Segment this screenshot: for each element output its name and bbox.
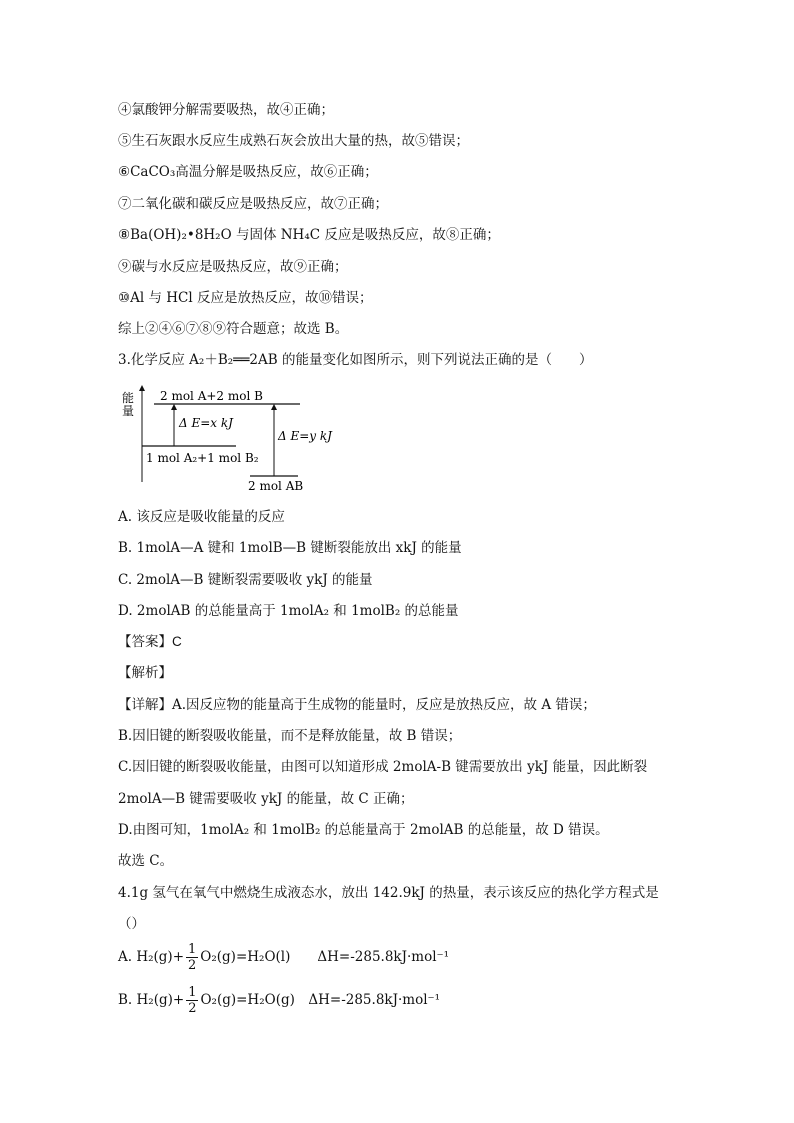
q4-b-lead: B. H₂(g)+ <box>118 992 185 1008</box>
fraction-numerator: 1 <box>188 942 197 957</box>
q4-b-tail: O₂(g)=H₂O(g) ΔH=-285.8kJ·mol⁻¹ <box>200 992 441 1008</box>
level-mid-label: 1 mol A₂+1 mol B₂ <box>146 451 259 465</box>
answer-line: 【答案】C <box>118 634 182 649</box>
fraction-half <box>186 985 198 1016</box>
line-6: ⑨碳与水反应是吸热反应，故⑨正确； <box>118 259 348 275</box>
option-d: D. 2molAB 的总能量高于 1molA₂ 和 1molB₂ 的总能量 <box>118 603 459 619</box>
fraction-denominator: 2 <box>188 958 197 973</box>
question-4-paren: （） <box>118 916 145 932</box>
detail-c-2: 2molA—B 键需要吸收 ykJ 的能量，故 C 正确； <box>118 791 414 807</box>
level-bottom-label: 2 mol AB <box>248 479 304 493</box>
detail-b: B.因旧键的断裂吸收能量，而不是释放能量，故 B 错误； <box>118 728 462 744</box>
q4-option-b <box>118 985 440 1016</box>
option-b: B. 1molA—A 键和 1molB—B 键断裂能放出 xkJ 的能量 <box>118 540 462 556</box>
detail-d: D.由图可知，1molA₂ 和 1molB₂ 的总能量高于 2molAB 的总能量，故 D 错误。 <box>118 822 609 838</box>
detail-a: 【详解】A.因反应物的能量高于生成物的能量时，反应是放热反应，故 A 错误； <box>118 697 596 713</box>
line-7: ⑩Al 与 HCl 反应是放热反应，故⑩错误； <box>118 290 373 306</box>
delta-y-label: Δ E=y kJ <box>278 429 332 443</box>
analysis-heading: 【解析】 <box>118 665 172 680</box>
option-c: C. 2molA—B 键断裂需要吸收 ykJ 的能量 <box>118 572 373 588</box>
q4-option-a <box>118 942 449 973</box>
line-1: ④氯酸钾分解需要吸热，故④正确； <box>118 102 334 118</box>
fraction-denominator: 2 <box>188 1001 197 1016</box>
question-4: 4.1g 氢气在氧气中燃烧生成液态水，放出 142.9kJ 的热量，表示该反应的热化学方程式是 <box>118 885 659 901</box>
option-a: A. 该反应是吸收能量的反应 <box>118 509 285 525</box>
line-2: ⑤生石灰跟水反应生成熟石灰会放出大量的热，故⑤错误； <box>118 133 469 149</box>
fraction-half <box>186 942 198 973</box>
question-3: 3.化学反应 A₂＋B₂══2AB 的能量变化如图所示，则下列说法正确的是（ ） <box>118 352 593 368</box>
q4-a-lead: A. H₂(g)+ <box>118 949 185 965</box>
energy-diagram <box>118 382 332 494</box>
conclusion: 故选 C。 <box>118 853 174 869</box>
fraction-numerator: 1 <box>188 985 197 1000</box>
delta-x-label: Δ E=x kJ <box>179 416 233 430</box>
line-4: ⑦二氧化碳和碳反应是吸热反应，故⑦正确； <box>118 196 388 212</box>
line-3: ⑥CaCO₃高温分解是吸热反应，故⑥正确； <box>118 164 378 180</box>
energy-axis-label-1: 能 <box>122 391 135 405</box>
detail-c-1: C.因旧键的断裂吸收能量，由图可以知道形成 2molA-B 键需要放出 ykJ 能量，因此断裂 <box>118 759 648 775</box>
energy-axis-label-2: 量 <box>122 404 135 418</box>
level-top-label: 2 mol A+2 mol B <box>160 389 263 403</box>
q4-a-tail: O₂(g)=H₂O(l) ΔH=-285.8kJ·mol⁻¹ <box>200 949 450 965</box>
summary-line: 综上②④⑥⑦⑧⑨符合题意；故选 B。 <box>118 321 349 337</box>
line-5: ⑧Ba(OH)₂•8H₂O 与固体 NH₄C 反应是吸热反应，故⑧正确； <box>118 227 500 243</box>
